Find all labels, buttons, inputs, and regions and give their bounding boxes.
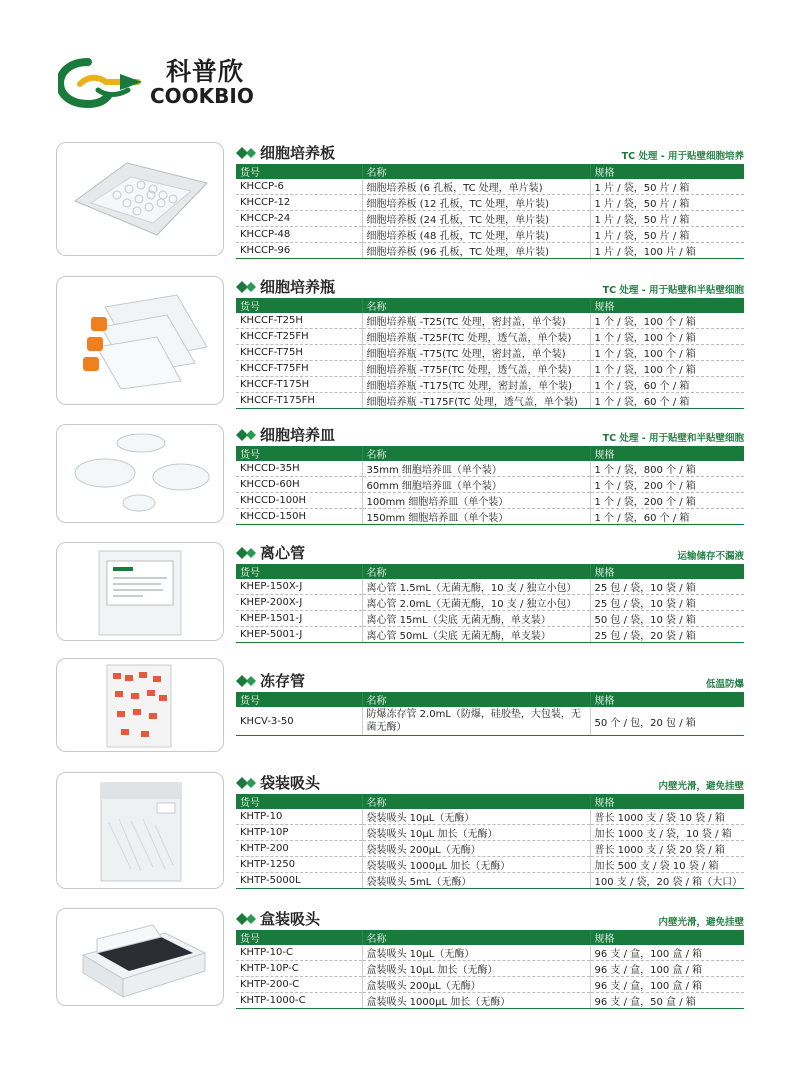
product-code: KHTP-10-C xyxy=(236,945,362,961)
section-title: 盒装吸头 xyxy=(260,910,321,928)
header-spec: 规格 xyxy=(590,794,744,809)
product-spec: 1 个 / 袋，60 个 / 箱 xyxy=(590,509,744,525)
product-code: KHCCP-96 xyxy=(236,243,362,259)
header-code: 货号 xyxy=(236,794,362,809)
product-code: KHCCP-24 xyxy=(236,211,362,227)
section-title: 细胞培养皿 xyxy=(260,426,336,444)
product-code: KHTP-200 xyxy=(236,841,362,857)
product-code: KHEP-150X-J xyxy=(236,579,362,595)
table-header-row xyxy=(236,692,744,707)
product-spec: 1 个 / 袋，200 个 / 箱 xyxy=(590,493,744,509)
section-tagline: 内壁光滑，避免挂壁 xyxy=(658,781,744,792)
product-table xyxy=(236,794,744,889)
product-spec: 1 片 / 袋，50 片 / 箱 xyxy=(590,227,744,243)
header-name: 名称 xyxy=(362,564,590,579)
table-row xyxy=(236,227,744,243)
product-name: 细胞培养板 (6 孔板，TC 处理，单片装) xyxy=(362,179,590,195)
product-spec: 1 个 / 袋，60 个 / 箱 xyxy=(590,393,744,409)
brand-name-en: COOKBIO xyxy=(150,84,254,108)
header-name: 名称 xyxy=(362,164,590,179)
header-name: 名称 xyxy=(362,692,590,707)
product-spec: 1 个 / 袋，200 个 / 箱 xyxy=(590,477,744,493)
product-name: 离心管 2.0mL（无菌无酶，10 支 / 独立小包） xyxy=(362,595,590,611)
section-tagline: TC 处理 - 用于贴壁细胞培养 xyxy=(621,151,744,162)
section-tagline: 低温防爆 xyxy=(705,679,744,690)
product-name: 150mm 细胞培养皿（单个装） xyxy=(362,509,590,525)
product-section-cell-culture-plate xyxy=(56,142,744,257)
product-spec: 96 支 / 盒，100 盒 / 箱 xyxy=(590,945,744,961)
table-row xyxy=(236,195,744,211)
header-code: 货号 xyxy=(236,298,362,313)
header-name: 名称 xyxy=(362,794,590,809)
table-row xyxy=(236,857,744,873)
product-section-centrifuge-tube xyxy=(56,542,744,642)
product-code: KHCV-3-50 xyxy=(236,707,362,736)
header-name: 名称 xyxy=(362,446,590,461)
product-code: KHTP-1000-C xyxy=(236,993,362,1009)
diamond-bullet-icon xyxy=(236,777,258,789)
product-name: 细胞培养瓶 -T75(TC 处理，密封盖，单个装) xyxy=(362,345,590,361)
header-spec: 规格 xyxy=(590,446,744,461)
product-name: 袋装吸头 200μL（无酶） xyxy=(362,841,590,857)
table-row xyxy=(236,493,744,509)
section-title: 细胞培养板 xyxy=(260,144,336,162)
product-code: KHEP-1501-J xyxy=(236,611,362,627)
product-table xyxy=(236,930,744,1009)
product-name: 细胞培养板 (96 孔板，TC 处理，单片装) xyxy=(362,243,590,259)
section-tagline: TC 处理 - 用于贴壁和半贴壁细胞 xyxy=(602,285,744,296)
product-code: KHTP-10P-C xyxy=(236,961,362,977)
product-spec: 50 包 / 袋，10 袋 / 箱 xyxy=(590,611,744,627)
section-tagline: 内壁光滑，避免挂壁 xyxy=(658,917,744,928)
cell-culture-dish-image xyxy=(56,424,224,523)
table-row xyxy=(236,945,744,961)
table-header-row xyxy=(236,298,744,313)
diamond-bullet-icon xyxy=(236,913,258,925)
product-code: KHTP-10 xyxy=(236,809,362,825)
product-code: KHCCF-T175H xyxy=(236,377,362,393)
table-row xyxy=(236,509,744,525)
section-title: 离心管 xyxy=(260,544,306,562)
product-section-bagged-tips xyxy=(56,772,744,890)
table-header-row xyxy=(236,564,744,579)
product-code: KHCCD-35H xyxy=(236,461,362,477)
table-row xyxy=(236,313,744,329)
product-code: KHCCP-12 xyxy=(236,195,362,211)
header-code: 货号 xyxy=(236,564,362,579)
product-name: 袋装吸头 1000μL 加长（无酶） xyxy=(362,857,590,873)
product-name: 细胞培养板 (24 孔板，TC 处理，单片装) xyxy=(362,211,590,227)
diamond-bullet-icon xyxy=(236,281,258,293)
table-row xyxy=(236,611,744,627)
product-name: 60mm 细胞培养皿（单个装） xyxy=(362,477,590,493)
table-header-row xyxy=(236,930,744,945)
product-name: 100mm 细胞培养皿（单个装） xyxy=(362,493,590,509)
header-name: 名称 xyxy=(362,298,590,313)
product-name: 细胞培养瓶 -T75F(TC 处理，透气盖，单个装) xyxy=(362,361,590,377)
product-spec: 96 支 / 盒，50 盒 / 箱 xyxy=(590,993,744,1009)
product-code: KHCCF-T75H xyxy=(236,345,362,361)
product-spec: 普长 1000 支 / 袋 20 袋 / 箱 xyxy=(590,841,744,857)
product-section-cell-culture-dish xyxy=(56,424,744,524)
diamond-bullet-icon xyxy=(236,547,258,559)
product-spec: 100 支 / 袋，20 袋 / 箱（大口） xyxy=(590,873,744,889)
table-row xyxy=(236,961,744,977)
table-row xyxy=(236,211,744,227)
table-header-row xyxy=(236,164,744,179)
product-name: 防爆冻存管 2.0mL（防爆，硅胶垫，大包装，无菌无酶） xyxy=(362,707,590,736)
product-spec: 96 支 / 盒，100 盒 / 箱 xyxy=(590,961,744,977)
product-section-boxed-tips xyxy=(56,908,744,1008)
product-section-cryovial xyxy=(56,658,744,754)
product-name: 细胞培养板 (48 孔板，TC 处理，单片装) xyxy=(362,227,590,243)
product-table xyxy=(236,564,744,643)
table-row xyxy=(236,873,744,889)
section-tagline: TC 处理 - 用于贴壁和半贴壁细胞 xyxy=(602,433,744,444)
table-row xyxy=(236,841,744,857)
header-code: 货号 xyxy=(236,446,362,461)
section-title: 细胞培养瓶 xyxy=(260,278,336,296)
product-spec: 1 个 / 袋，100 个 / 箱 xyxy=(590,345,744,361)
table-row xyxy=(236,809,744,825)
header-spec: 规格 xyxy=(590,930,744,945)
cell-culture-plate-image xyxy=(56,142,224,256)
table-row xyxy=(236,179,744,195)
table-row xyxy=(236,243,744,259)
product-name: 盒装吸头 10μL（无酶） xyxy=(362,945,590,961)
table-row xyxy=(236,993,744,1009)
cryovial-image xyxy=(56,658,224,752)
product-table xyxy=(236,298,744,409)
product-code: KHTP-1250 xyxy=(236,857,362,873)
product-spec: 50 个 / 包，20 包 / 箱 xyxy=(590,707,744,736)
product-code: KHEP-200X-J xyxy=(236,595,362,611)
product-spec: 1 片 / 袋，50 片 / 箱 xyxy=(590,211,744,227)
brand-name-cn: 科普欣 xyxy=(166,57,245,86)
product-code: KHCCD-100H xyxy=(236,493,362,509)
product-name: 袋装吸头 5mL（无酶） xyxy=(362,873,590,889)
header-spec: 规格 xyxy=(590,298,744,313)
product-name: 盒装吸头 1000μL 加长（无酶） xyxy=(362,993,590,1009)
product-name: 细胞培养瓶 -T175(TC 处理，密封盖，单个装) xyxy=(362,377,590,393)
table-row xyxy=(236,707,744,736)
product-table xyxy=(236,692,744,736)
product-code: KHCCF-T75FH xyxy=(236,361,362,377)
product-code: KHCCD-60H xyxy=(236,477,362,493)
product-spec: 普长 1000 支 / 袋 10 袋 / 箱 xyxy=(590,809,744,825)
diamond-bullet-icon xyxy=(236,675,258,687)
header-spec: 规格 xyxy=(590,692,744,707)
bagged-pipette-tips-image xyxy=(56,772,224,889)
product-spec: 1 个 / 袋，800 个 / 箱 xyxy=(590,461,744,477)
section-tagline: 运输储存不漏液 xyxy=(677,551,744,562)
table-header-row xyxy=(236,446,744,461)
product-code: KHCCF-T25H xyxy=(236,313,362,329)
product-spec: 加长 1000 支 / 袋，10 袋 / 箱 xyxy=(590,825,744,841)
product-spec: 1 个 / 袋，100 个 / 箱 xyxy=(590,313,744,329)
product-code: KHCCD-150H xyxy=(236,509,362,525)
product-spec: 1 片 / 袋，100 片 / 箱 xyxy=(590,243,744,259)
product-name: 细胞培养板 (12 孔板，TC 处理，单片装) xyxy=(362,195,590,211)
product-name: 细胞培养瓶 -T175F(TC 处理，透气盖，单个装) xyxy=(362,393,590,409)
centrifuge-tube-image xyxy=(56,542,224,641)
product-name: 35mm 细胞培养皿（单个装） xyxy=(362,461,590,477)
product-spec: 1 个 / 袋，100 个 / 箱 xyxy=(590,361,744,377)
product-table xyxy=(236,446,744,525)
product-spec: 25 包 / 袋，10 袋 / 箱 xyxy=(590,595,744,611)
header-code: 货号 xyxy=(236,930,362,945)
product-spec: 1 个 / 袋，100 个 / 箱 xyxy=(590,329,744,345)
product-name: 盒装吸头 200μL（无酶） xyxy=(362,977,590,993)
table-row xyxy=(236,825,744,841)
header-spec: 规格 xyxy=(590,564,744,579)
product-code: KHTP-200-C xyxy=(236,977,362,993)
table-row xyxy=(236,393,744,409)
product-spec: 1 个 / 袋，60 个 / 箱 xyxy=(590,377,744,393)
header-code: 货号 xyxy=(236,692,362,707)
product-spec: 25 包 / 袋，20 袋 / 箱 xyxy=(590,627,744,643)
product-spec: 1 片 / 袋，50 片 / 箱 xyxy=(590,179,744,195)
section-title: 冻存管 xyxy=(260,672,306,690)
diamond-bullet-icon xyxy=(236,429,258,441)
product-spec: 96 支 / 盒，100 盒 / 箱 xyxy=(590,977,744,993)
product-spec: 1 片 / 袋，50 片 / 箱 xyxy=(590,195,744,211)
table-row xyxy=(236,627,744,643)
cookbio-logo xyxy=(58,52,268,112)
diamond-bullet-icon xyxy=(236,147,258,159)
table-row xyxy=(236,361,744,377)
boxed-pipette-tips-image xyxy=(56,908,224,1006)
product-code: KHTP-10P xyxy=(236,825,362,841)
cookbio-logo-mark-icon xyxy=(58,56,148,108)
product-section-cell-culture-flask xyxy=(56,276,744,406)
product-code: KHCCF-T175FH xyxy=(236,393,362,409)
product-code: KHEP-5001-J xyxy=(236,627,362,643)
table-row xyxy=(236,377,744,393)
product-table xyxy=(236,164,744,259)
product-code: KHTP-5000L xyxy=(236,873,362,889)
product-name: 离心管 50mL（尖底 无菌无酶，单支装） xyxy=(362,627,590,643)
product-spec: 加长 500 支 / 袋 10 袋 / 箱 xyxy=(590,857,744,873)
table-row xyxy=(236,329,744,345)
header-spec: 规格 xyxy=(590,164,744,179)
product-code: KHCCF-T25FH xyxy=(236,329,362,345)
product-name: 细胞培养瓶 -T25F(TC 处理，透气盖，单个装) xyxy=(362,329,590,345)
product-name: 细胞培养瓶 -T25(TC 处理，密封盖，单个装) xyxy=(362,313,590,329)
table-row xyxy=(236,345,744,361)
header-code: 货号 xyxy=(236,164,362,179)
product-code: KHCCP-6 xyxy=(236,179,362,195)
table-row xyxy=(236,595,744,611)
table-header-row xyxy=(236,794,744,809)
table-row xyxy=(236,579,744,595)
cell-culture-flask-image xyxy=(56,276,224,405)
product-name: 盒装吸头 10μL 加长（无酶） xyxy=(362,961,590,977)
section-title: 袋装吸头 xyxy=(260,774,321,792)
product-name: 离心管 1.5mL（无菌无酶，10 支 / 独立小包） xyxy=(362,579,590,595)
header-name: 名称 xyxy=(362,930,590,945)
product-spec: 25 包 / 袋，10 袋 / 箱 xyxy=(590,579,744,595)
product-code: KHCCP-48 xyxy=(236,227,362,243)
table-row xyxy=(236,461,744,477)
product-name: 离心管 15mL（尖底 无菌无酶，单支装） xyxy=(362,611,590,627)
product-name: 袋装吸头 10μL（无酶） xyxy=(362,809,590,825)
product-name: 袋装吸头 10μL 加长（无酶） xyxy=(362,825,590,841)
table-row xyxy=(236,477,744,493)
table-row xyxy=(236,977,744,993)
